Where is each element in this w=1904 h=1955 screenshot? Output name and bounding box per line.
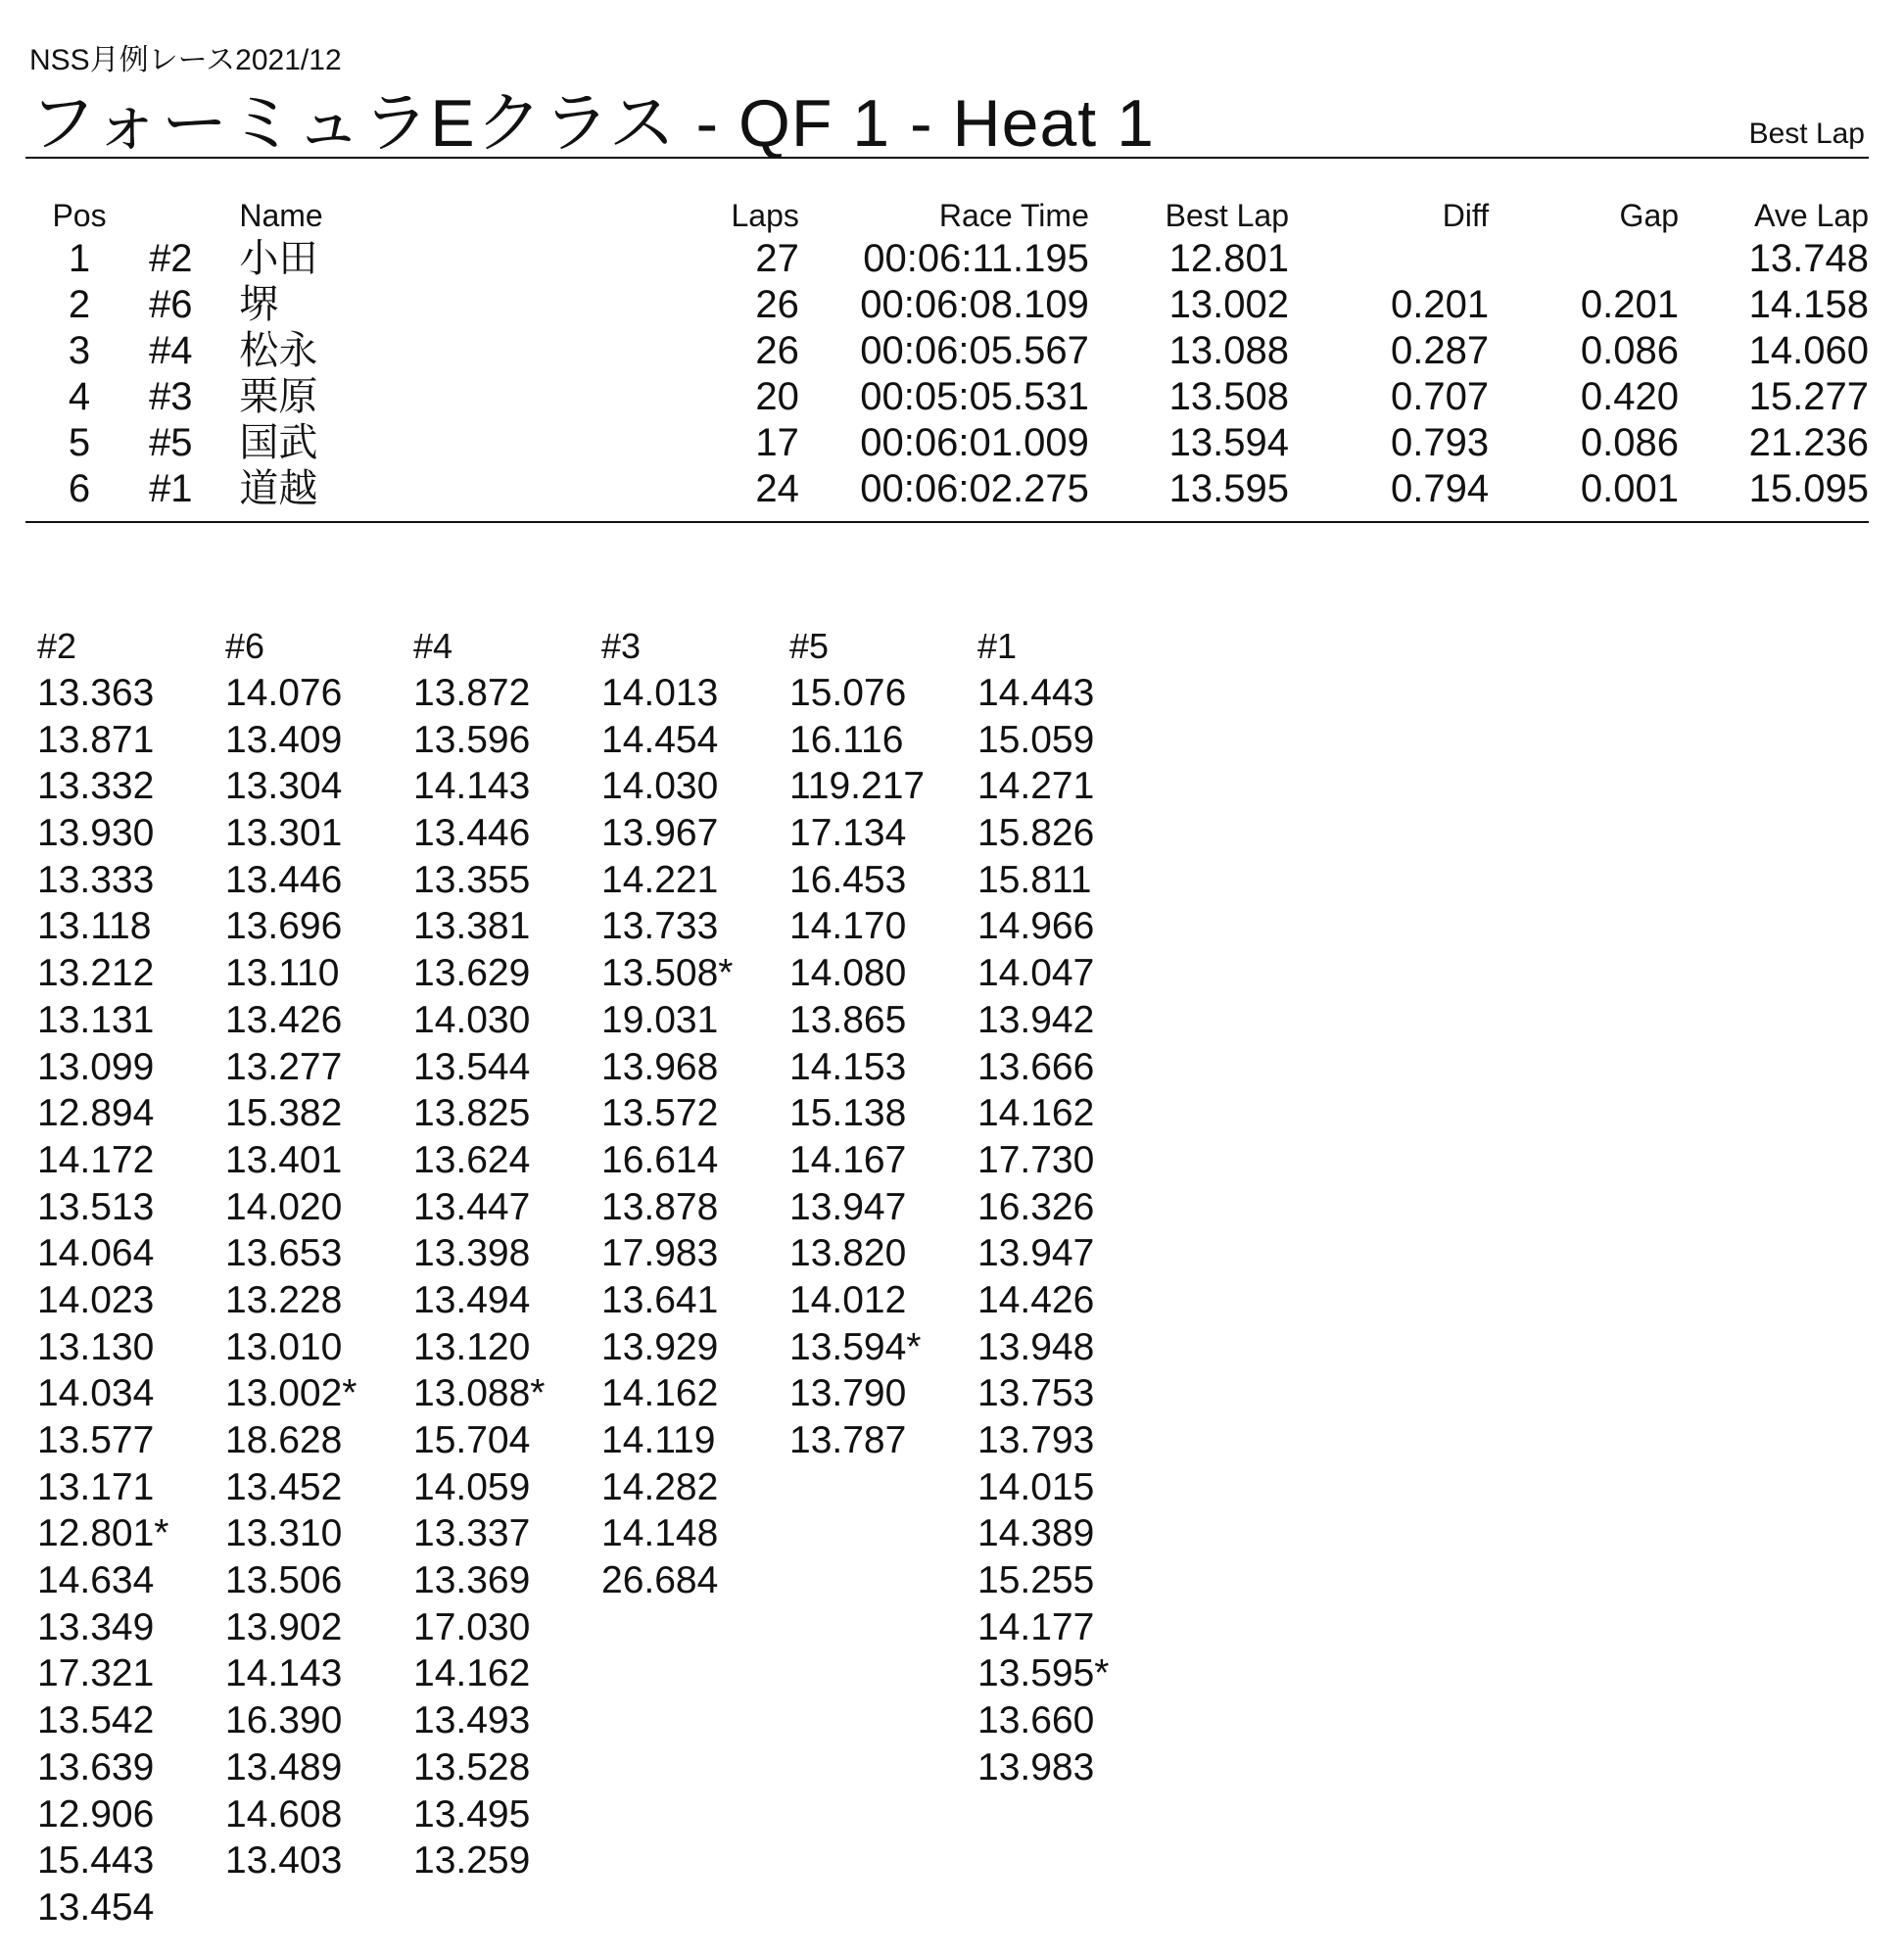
best-lap-cell: 13.508	[1168, 375, 1289, 418]
lap-time: 13.409	[225, 718, 343, 761]
lap-time: 14.064	[37, 1232, 155, 1275]
lap-time: 13.494	[413, 1278, 531, 1321]
lap-time: 14.177	[977, 1605, 1095, 1648]
lap-time: 13.787	[789, 1419, 907, 1461]
lap-time: 14.013	[601, 672, 719, 714]
lap-time: 14.634	[37, 1559, 155, 1602]
lap-time: 13.968	[601, 1045, 719, 1088]
lap-time: 14.167	[789, 1138, 907, 1181]
lap-time: 14.282	[601, 1465, 719, 1508]
results-row	[29, 236, 1869, 282]
best-lap-cell: 13.594	[1168, 421, 1289, 464]
lap-time: 13.967	[601, 812, 719, 855]
lap-time: 13.259	[413, 1839, 531, 1883]
lap-time: 13.947	[977, 1232, 1095, 1275]
col-header-diff: Diff	[1442, 198, 1490, 233]
ave-lap-cell: 14.158	[1748, 283, 1869, 326]
driver-name-cell: 小田	[239, 237, 318, 280]
best-lap-cell: 13.088	[1168, 329, 1289, 372]
lap-time: 13.666	[977, 1045, 1095, 1088]
lap-time: 13.010	[225, 1325, 343, 1368]
lap-time: 12.906	[37, 1792, 155, 1836]
lap-time: 13.120	[413, 1325, 531, 1368]
diff-cell	[1289, 236, 1489, 282]
lap-time: 13.452	[225, 1465, 343, 1508]
lap-time: 13.871	[37, 718, 155, 761]
lap-column	[413, 623, 601, 1931]
lap-time: 14.608	[225, 1792, 343, 1836]
lap-time: 13.333	[37, 858, 155, 901]
lap-time: 13.513	[37, 1185, 155, 1228]
col-header-gap: Gap	[1619, 198, 1680, 233]
lap-time: 14.034	[37, 1372, 155, 1415]
lap-time: 13.947	[789, 1185, 907, 1228]
lap-time: 13.304	[225, 765, 343, 808]
lap-time: 13.753	[977, 1372, 1095, 1415]
lap-time: 13.902	[225, 1605, 343, 1648]
lap-time: 13.363	[37, 672, 155, 714]
lap-time: 13.110	[225, 952, 340, 995]
lap-time: 13.872	[413, 672, 531, 714]
gap-cell: 0.086	[1580, 421, 1680, 464]
lap-time: 13.446	[225, 858, 343, 901]
best-lap-tag: Best Lap	[1748, 118, 1865, 150]
driver-name-cell: 道越	[239, 467, 318, 510]
car-number-cell: #6	[149, 283, 193, 326]
race-time-cell: 00:06:08.109	[860, 283, 1089, 326]
ave-lap-cell: 15.277	[1748, 375, 1869, 418]
col-header-name: Name	[239, 198, 323, 233]
best-lap-cell: 13.002	[1168, 283, 1289, 326]
lap-time: 14.119	[601, 1419, 716, 1461]
lap-time: 13.381	[413, 905, 531, 948]
lap-time: 13.171	[37, 1465, 155, 1508]
event-subtitle: NSS月例レース2021/12	[29, 44, 342, 76]
car-number-cell: #5	[149, 421, 193, 464]
diff-cell: 0.707	[1391, 375, 1490, 418]
car-number-cell: #4	[149, 329, 193, 372]
results-divider	[25, 521, 1869, 523]
lap-time: 17.730	[977, 1138, 1095, 1181]
pos-cell: 4	[68, 375, 91, 418]
lap-time: 13.629	[413, 952, 531, 995]
lap-time: 13.130	[37, 1325, 155, 1368]
lap-time: 14.221	[601, 858, 719, 901]
laps-cell: 17	[755, 421, 799, 464]
lap-time: 13.696	[225, 905, 343, 948]
lap-time: 13.403	[225, 1839, 343, 1883]
lap-time: 13.929	[601, 1325, 719, 1368]
lap-time: 13.446	[413, 812, 531, 855]
lap-time: 14.047	[977, 952, 1095, 995]
lap-time: 13.228	[225, 1278, 343, 1321]
lap-column	[37, 623, 225, 1931]
lap-time: 15.704	[413, 1419, 531, 1461]
results-header-row	[29, 191, 1869, 236]
lap-time: 13.825	[413, 1092, 531, 1135]
lap-time: 13.508*	[601, 952, 734, 995]
lap-time: 13.355	[413, 858, 531, 901]
lap-time: 26.684	[601, 1559, 719, 1602]
lap-time: 14.076	[225, 672, 343, 714]
lap-time: 14.012	[789, 1278, 907, 1321]
lap-time: 13.118	[37, 905, 152, 948]
lap-time: 13.528	[413, 1745, 531, 1788]
lap-time: 16.390	[225, 1699, 343, 1742]
results-row	[29, 374, 1869, 420]
lap-time: 13.332	[37, 765, 155, 808]
lap-column-car-number: #5	[789, 626, 830, 666]
lap-time: 14.059	[413, 1465, 531, 1508]
col-header-pos: Pos	[52, 198, 107, 233]
best-lap-cell: 13.595	[1168, 467, 1289, 510]
lap-time: 15.826	[977, 812, 1095, 855]
lap-time: 16.453	[789, 858, 907, 901]
lap-time: 13.595*	[977, 1652, 1110, 1695]
lap-time: 13.212	[37, 952, 155, 995]
lap-time: 13.489	[225, 1745, 343, 1788]
gap-cell: 0.001	[1580, 467, 1680, 510]
car-number-cell: #2	[149, 237, 193, 280]
lap-time: 13.542	[37, 1699, 155, 1742]
driver-name-cell: 堺	[239, 283, 279, 326]
lap-time: 16.614	[601, 1138, 719, 1181]
lap-time: 13.454	[37, 1885, 155, 1929]
lap-column-car-number: #2	[37, 626, 77, 666]
lap-time: 15.382	[225, 1092, 343, 1135]
results-body	[29, 236, 1869, 512]
lap-time: 13.820	[789, 1232, 907, 1275]
lap-time: 13.641	[601, 1278, 719, 1321]
laps-cell: 27	[755, 237, 799, 280]
lap-time: 17.321	[37, 1652, 155, 1695]
lap-time: 13.301	[225, 812, 343, 855]
lap-time: 12.801*	[37, 1512, 169, 1555]
lap-time: 13.983	[977, 1745, 1095, 1788]
lap-time: 15.059	[977, 718, 1095, 761]
lap-time: 16.116	[789, 718, 904, 761]
lap-column-car-number: #3	[601, 626, 642, 666]
lap-time: 14.153	[789, 1045, 907, 1088]
results-table	[29, 191, 1869, 512]
lap-time: 14.454	[601, 718, 719, 761]
lap-time: 13.493	[413, 1699, 531, 1742]
lap-time: 13.793	[977, 1419, 1095, 1461]
lap-time: 14.170	[789, 905, 907, 948]
lap-time: 13.660	[977, 1699, 1095, 1742]
lap-time: 17.134	[789, 812, 907, 855]
lap-time: 14.143	[225, 1652, 343, 1695]
lap-time: 13.337	[413, 1512, 531, 1555]
laps-cell: 24	[755, 467, 799, 510]
ave-lap-cell: 15.095	[1748, 467, 1869, 510]
lap-time: 13.002*	[225, 1372, 357, 1415]
lap-time: 12.894	[37, 1092, 155, 1135]
gap-cell: 0.420	[1580, 375, 1680, 418]
lap-time: 14.162	[601, 1372, 719, 1415]
lap-time: 13.398	[413, 1232, 531, 1275]
race-time-cell: 00:05:05.531	[860, 375, 1089, 418]
lap-time: 13.506	[225, 1559, 343, 1602]
lap-time: 13.594*	[789, 1325, 922, 1368]
car-number-cell: #1	[149, 467, 193, 510]
lap-time: 19.031	[601, 998, 719, 1041]
lap-time: 14.389	[977, 1512, 1095, 1555]
driver-name-cell: 国武	[239, 421, 318, 464]
gap-cell	[1489, 236, 1679, 282]
lap-time: 14.030	[601, 765, 719, 808]
pos-cell: 1	[68, 237, 91, 280]
lap-time: 13.495	[413, 1792, 531, 1836]
lap-time: 13.572	[601, 1092, 719, 1135]
race-time-cell: 00:06:05.567	[860, 329, 1089, 372]
lap-time: 13.942	[977, 998, 1095, 1041]
pos-cell: 6	[68, 467, 91, 510]
lap-time: 13.447	[413, 1185, 531, 1228]
col-header-best-lap: Best Lap	[1165, 198, 1289, 233]
pos-cell: 5	[68, 421, 91, 464]
header-divider	[25, 157, 1869, 159]
lap-time: 13.277	[225, 1045, 343, 1088]
pos-cell: 3	[68, 329, 91, 372]
lap-column-car-number: #6	[225, 626, 265, 666]
lap-column-car-number: #1	[977, 626, 1018, 666]
lap-time: 14.426	[977, 1278, 1095, 1321]
lap-time: 13.131	[37, 998, 155, 1041]
lap-time: 13.544	[413, 1045, 531, 1088]
lap-time: 14.966	[977, 905, 1095, 948]
pos-cell: 2	[68, 283, 91, 326]
lap-time: 13.624	[413, 1138, 531, 1181]
lap-time: 13.865	[789, 998, 907, 1041]
lap-time: 14.271	[977, 765, 1095, 808]
race-time-cell: 00:06:11.195	[863, 237, 1089, 280]
lap-time: 13.088*	[413, 1372, 546, 1415]
driver-name-cell: 栗原	[239, 375, 318, 418]
lap-time: 13.930	[37, 812, 155, 855]
lap-time: 15.443	[37, 1839, 155, 1883]
lap-time: 13.349	[37, 1605, 155, 1648]
laps-cell: 20	[755, 375, 799, 418]
lap-time: 18.628	[225, 1419, 343, 1461]
lap-times-grid	[37, 623, 1166, 1931]
race-time-cell: 00:06:01.009	[860, 421, 1089, 464]
col-header-race-time: Race Time	[938, 198, 1089, 233]
gap-cell: 0.201	[1580, 283, 1680, 326]
ave-lap-cell: 21.236	[1748, 421, 1869, 464]
lap-time: 13.878	[601, 1185, 719, 1228]
best-lap-cell: 12.801	[1168, 237, 1289, 280]
ave-lap-cell: 14.060	[1748, 329, 1869, 372]
results-row	[29, 420, 1869, 466]
lap-column	[225, 623, 413, 1931]
col-header-laps: Laps	[731, 198, 799, 233]
lap-time: 15.138	[789, 1092, 907, 1135]
lap-time: 13.099	[37, 1045, 155, 1088]
lap-time: 15.811	[977, 858, 1092, 901]
lap-time: 15.255	[977, 1559, 1095, 1602]
lap-time: 13.733	[601, 905, 719, 948]
laps-cell: 26	[755, 329, 799, 372]
lap-time: 14.172	[37, 1138, 155, 1181]
laps-cell: 26	[755, 283, 799, 326]
diff-cell: 0.794	[1391, 467, 1490, 510]
lap-column-car-number: #4	[413, 626, 453, 666]
lap-time: 13.596	[413, 718, 531, 761]
lap-time: 14.162	[977, 1092, 1095, 1135]
lap-time: 14.148	[601, 1512, 719, 1555]
diff-cell: 0.793	[1391, 421, 1490, 464]
lap-time: 13.948	[977, 1325, 1095, 1368]
driver-name-cell: 松永	[239, 329, 318, 372]
lap-time: 14.443	[977, 672, 1095, 714]
page-title: フォーミュラEクラス - QF 1 - Heat 1	[29, 86, 1155, 161]
results-row	[29, 466, 1869, 512]
diff-cell: 0.201	[1391, 283, 1490, 326]
lap-time: 13.790	[789, 1372, 907, 1415]
car-number-cell: #3	[149, 375, 193, 418]
gap-cell: 0.086	[1580, 329, 1680, 372]
col-header-no	[129, 191, 239, 236]
lap-time: 13.401	[225, 1138, 343, 1181]
results-row	[29, 282, 1869, 328]
results-row	[29, 328, 1869, 374]
col-header-ave-lap: Ave Lap	[1754, 198, 1869, 233]
lap-time: 14.162	[413, 1652, 531, 1695]
diff-cell: 0.287	[1391, 329, 1490, 372]
lap-time: 119.217	[789, 765, 926, 808]
lap-time: 13.310	[225, 1512, 343, 1555]
lap-time: 13.577	[37, 1419, 155, 1461]
lap-time: 13.426	[225, 998, 343, 1041]
lap-time: 17.030	[413, 1605, 531, 1648]
lap-time: 15.076	[789, 672, 907, 714]
lap-time: 13.653	[225, 1232, 343, 1275]
lap-column	[601, 623, 789, 1931]
lap-time: 16.326	[977, 1185, 1095, 1228]
race-time-cell: 00:06:02.275	[860, 467, 1089, 510]
lap-time: 14.143	[413, 765, 531, 808]
lap-column	[977, 623, 1166, 1931]
ave-lap-cell: 13.748	[1748, 237, 1869, 280]
lap-column	[789, 623, 977, 1931]
lap-time: 14.030	[413, 998, 531, 1041]
lap-time: 14.020	[225, 1185, 343, 1228]
lap-time: 13.369	[413, 1559, 531, 1602]
lap-time: 17.983	[601, 1232, 719, 1275]
lap-time: 14.015	[977, 1465, 1095, 1508]
lap-time: 14.023	[37, 1278, 155, 1321]
lap-time: 13.639	[37, 1745, 155, 1788]
lap-time: 14.080	[789, 952, 907, 995]
